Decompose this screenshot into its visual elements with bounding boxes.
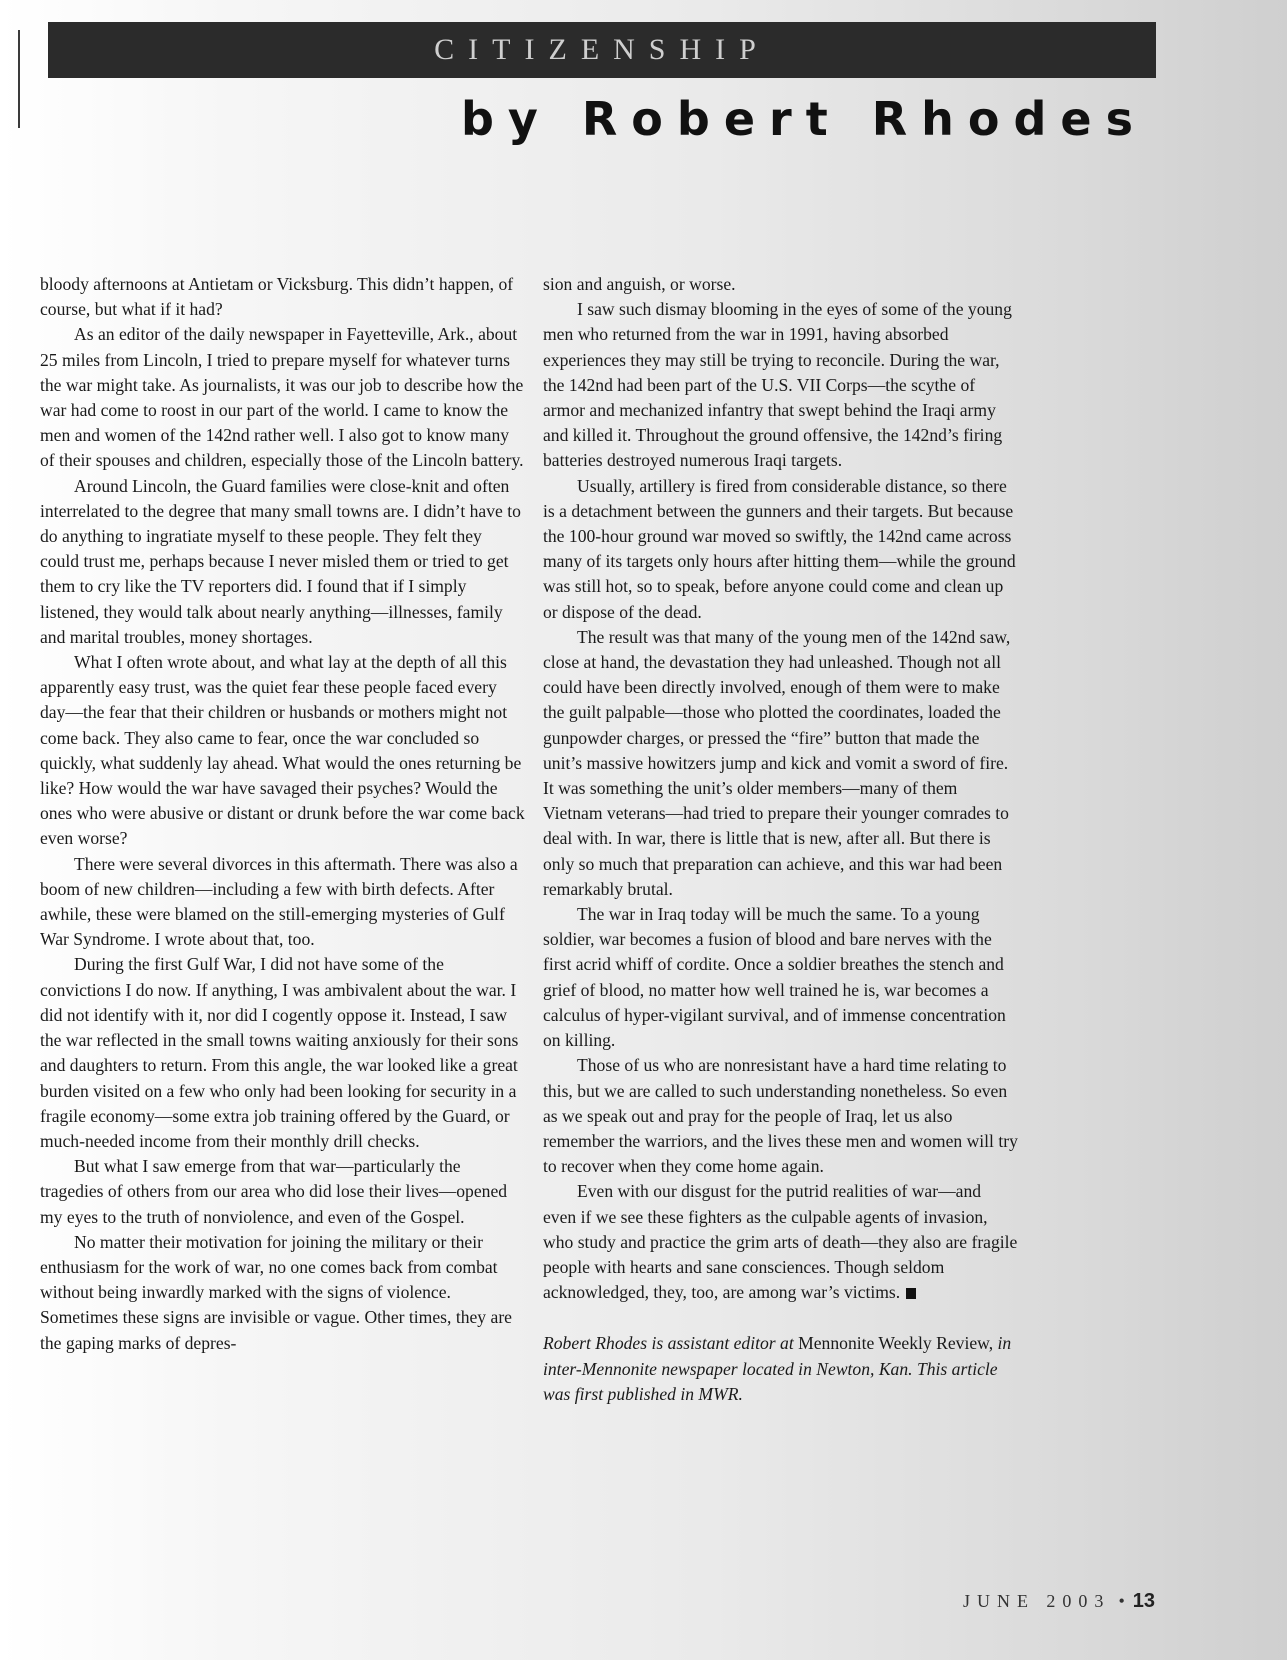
paragraph: What I often wrote about, and what lay at the depth of all this apparently easy trust, was the quiet fear these people faced every day—the fear that their children or husbands or mothers might not come back. They also came to fear, once the war concluded so quickly, what suddenly lay ahead. What would the ones returning be like? How would the war have savaged their psyches? Would the ones who were abusive or distant or drunk before the war come back even worse? [40, 652, 525, 849]
section-label: CITIZENSHIP [434, 33, 770, 66]
paragraph: sion and anguish, or worse. [543, 274, 736, 294]
author-bio [543, 1331, 1018, 1407]
paragraph: There were several divorces in this aftermath. There was also a boom of new children—including a few with birth defects. After awhile, these were blamed on the still-emerging mysteries of Gulf War Syndrome. I wrote about that, too. [40, 853, 518, 950]
paragraph: But what I saw emerge from that war—particularly the tragedies of others from our area who did lose their lives—opened my eyes to the truth of nonviolence, and even of the Gospel. [40, 1156, 508, 1227]
final-paragraph [543, 1179, 1018, 1305]
page-number: 13 [1132, 1590, 1155, 1612]
bio-text: in inter-Mennonite newspaper located in Newton, Kan. This article was first published in MWR. [543, 1333, 1012, 1404]
paragraph: During the first Gulf War, I did not have some of the convictions I do now. If anything, I was ambivalent about the war. I did not identify with it, nor did I cogently oppose it. Instead, I saw the war reflected in the small towns waiting anxiously for their sons and daughters to return. From this angle, the war looked like a great burden visited on a few who only had been looking for security in a fragile economy—some extra job training offered by the Guard, or much-needed income from their monthly drill checks. [40, 954, 519, 1151]
end-of-article-icon [906, 1288, 916, 1299]
paragraph-text: Even with our disgust for the putrid realities of war—and even if we see these fighters as the culpable agents of invasion, who study and practice the grim arts of death—they also are fragile people with hearts and sane consciences. Though seldom acknowledged, they, too, are among war’s victims. [543, 1181, 1018, 1303]
page-edge-line [18, 30, 20, 128]
article-column-left [40, 272, 525, 1356]
paragraph: Around Lincoln, the Guard families were close-knit and often interrelated to the degree that many small towns are. I didn’t have to do anything to ingratiate myself to these people. They felt they could trust me, perhaps because I never misled them or tried to get them to cry like the TV reporters did. I found that if I simply listened, they would talk about nearly anything—illnesses, family and marital troubles, money shortages. [40, 475, 521, 647]
paragraph: Those of us who are nonresistant have a hard time relating to this, but we are called to such understanding nonetheless. So even as we speak out and pray for the people of Iraq, let us also remember the warriors, and the lives these men and women will try to recover when they come home again. [543, 1055, 1018, 1177]
issue-date: JUNE 2003 [962, 1591, 1111, 1611]
paragraph: No matter their motivation for joining the military or their enthusiasm for the work of war, no one comes back from combat without being inwardly marked with the signs of violence. Sometimes these signs are invisible or vague. Other times, they are the gaping marks of depres- [40, 1231, 512, 1353]
separator-dot: • [1118, 1591, 1125, 1611]
page-footer [963, 1590, 1155, 1613]
paragraph: As an editor of the daily newspaper in Fayetteville, Ark., about 25 miles from Lincoln, I tried to prepare myself for whatever turns the war might take. As journalists, it was our job to describe how the war had come to roost in our part of the world. I came to know the men and women of the 142nd rather well. I also got to know many of their spouses and children, especially those of the Lincoln battery. [40, 324, 524, 471]
publication-name: Mennonite Weekly Review, [798, 1333, 994, 1354]
bio-text: Robert Rhodes is assistant editor at [543, 1333, 799, 1354]
article-column-right [543, 272, 1018, 1407]
author-byline: by Robert Rhodes [460, 92, 1147, 146]
section-header-bar [48, 22, 1156, 78]
paragraph: Usually, artillery is fired from considerable distance, so there is a detachment between the gunners and their targets. But because the 100-hour ground war moved so swiftly, the 142nd came across many of its targets only hours after hitting them—while the ground was still hot, so to speak, before anyone could come and clean up or dispose of the dead. [543, 475, 1016, 622]
paragraph: I saw such dismay blooming in the eyes of some of the young men who returned from the war in 1991, having absorbed experiences they may still be trying to reconcile. During the war, the 142nd had been part of the U.S. VII Corps—the scythe of armor and mechanized infantry that swept behind the Iraqi army and killed it. Throughout the ground offensive, the 142nd’s firing batteries destroyed numerous Iraqi targets. [543, 299, 1012, 471]
paragraph: bloody afternoons at Antietam or Vicksburg. This didn’t happen, of course, but what if it had? [40, 274, 514, 320]
paragraph: The war in Iraq today will be much the same. To a young soldier, war becomes a fusion of blood and bare nerves with the first acrid whiff of cordite. Once a soldier breathes the stench and grief of blood, no matter how well trained he is, war becomes a calculus of hyper-vigilant survival, and of immense concentration on killing. [543, 904, 1006, 1051]
paragraph: The result was that many of the young men of the 142nd saw, close at hand, the devastation they had unleashed. Though not all could have been directly involved, enough of them were to make the guilt palpable—those who plotted the coordinates, loaded the gunpowder charges, or pressed the “fire” button that made the unit’s massive howitzers jump and kick and vomit a sword of fire. It was something the unit’s older members—many of them Vietnam veterans—had tried to prepare their younger comrades to deal with. In war, there is little that is new, after all. But there is only so much that preparation can achieve, and this war had been remarkably brutal. [543, 626, 1011, 899]
